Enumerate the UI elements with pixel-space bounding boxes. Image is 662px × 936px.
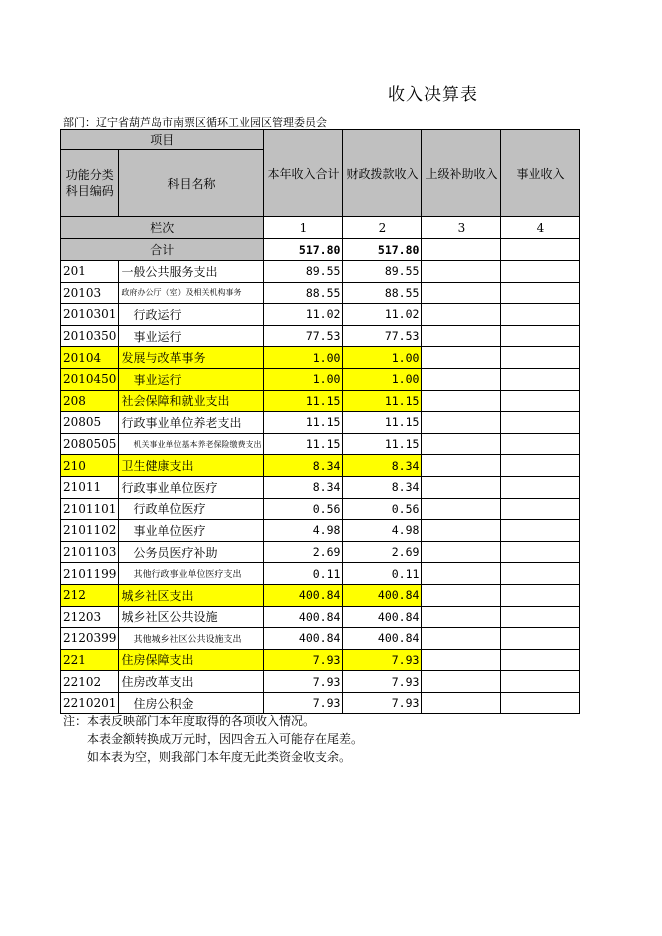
row-v1: 0.11: [264, 563, 343, 585]
row-v4: [501, 520, 580, 542]
table-row: [61, 368, 580, 390]
row-v1: 8.34: [264, 476, 343, 498]
row-v4: [501, 390, 580, 412]
row-v1: 1.00: [264, 368, 343, 390]
row-v1: 400.84: [264, 606, 343, 628]
row-v2: 1.00: [343, 347, 422, 369]
row-v4: [501, 649, 580, 671]
notes: [63, 712, 363, 766]
row-v4: [501, 347, 580, 369]
row-v4: [501, 282, 580, 304]
row-v4: [501, 304, 580, 326]
row-v4: [501, 541, 580, 563]
row-v1: 89.55: [264, 261, 343, 283]
table-row: [61, 390, 580, 412]
row-name: 社会保障和就业支出: [119, 390, 264, 412]
row-v2: 11.02: [343, 304, 422, 326]
row-v2: 7.93: [343, 649, 422, 671]
row-v4: [501, 261, 580, 283]
table-row: [61, 520, 580, 542]
note-3: 如本表为空，则我部门本年度无此类资金收支余。: [87, 750, 352, 764]
row-v2: 0.11: [343, 563, 422, 585]
row-code: 2010450: [61, 368, 119, 390]
row-code: 201: [61, 261, 119, 283]
row-code: 2101103: [61, 541, 119, 563]
row-v4: [501, 628, 580, 650]
row-v2: 11.15: [343, 433, 422, 455]
total-v2: 517.80: [343, 239, 422, 261]
header-lanci: 栏次: [61, 217, 264, 239]
row-name: 公务员医疗补助: [119, 541, 264, 563]
row-code: 2101199: [61, 563, 119, 585]
row-code: 2010350: [61, 325, 119, 347]
row-code: 210: [61, 455, 119, 477]
row-v3: [422, 455, 501, 477]
row-v3: [422, 390, 501, 412]
header-code: [61, 150, 119, 217]
row-v1: 11.15: [264, 390, 343, 412]
row-code: 2101102: [61, 520, 119, 542]
header-name: 科目名称: [119, 150, 264, 217]
row-v2: 400.84: [343, 628, 422, 650]
row-v4: [501, 498, 580, 520]
row-v2: 88.55: [343, 282, 422, 304]
row-name: 事业单位医疗: [119, 520, 264, 542]
row-code: 20104: [61, 347, 119, 369]
row-v2: 2.69: [343, 541, 422, 563]
table-row: [61, 649, 580, 671]
row-name: 住房公积金: [119, 692, 264, 714]
row-v3: [422, 563, 501, 585]
row-v3: [422, 304, 501, 326]
row-code: 21203: [61, 606, 119, 628]
row-v3: [422, 498, 501, 520]
table-row: [61, 347, 580, 369]
row-v4: [501, 455, 580, 477]
table-row: [61, 498, 580, 520]
row-name: 行政事业单位养老支出: [119, 412, 264, 434]
table-row: [61, 671, 580, 693]
row-name: 其他城乡社区公共设施支出: [119, 628, 264, 650]
row-name: 发展与改革事务: [119, 347, 264, 369]
header-n4: 4: [501, 217, 580, 239]
table-row: [61, 606, 580, 628]
row-v1: 7.93: [264, 692, 343, 714]
total-label: 合计: [61, 239, 264, 261]
row-v4: [501, 368, 580, 390]
total-v3: [422, 239, 501, 261]
row-v2: 11.15: [343, 412, 422, 434]
row-v2: 400.84: [343, 606, 422, 628]
row-name: 住房保障支出: [119, 649, 264, 671]
row-v1: 7.93: [264, 649, 343, 671]
page-title: 收入决算表: [388, 85, 478, 105]
row-v2: 400.84: [343, 584, 422, 606]
row-v1: 11.15: [264, 412, 343, 434]
table-row: [61, 692, 580, 714]
row-name: 行政事业单位医疗: [119, 476, 264, 498]
row-name: 事业运行: [119, 325, 264, 347]
note-1: 注：本表反映部门本年度取得的各项收入情况。: [63, 714, 316, 728]
header-col2: 财政拨款收入: [343, 130, 422, 217]
row-v3: [422, 433, 501, 455]
row-v1: 11.15: [264, 433, 343, 455]
header-col1: 本年收入合计: [264, 130, 343, 217]
row-v2: 1.00: [343, 368, 422, 390]
table-row: [61, 304, 580, 326]
row-v4: [501, 412, 580, 434]
note-2: 本表金额转换成万元时，因四舍五入可能存在尾差。: [87, 732, 364, 746]
row-v2: 8.34: [343, 476, 422, 498]
table-row: [61, 563, 580, 585]
row-code: 2010301: [61, 304, 119, 326]
table-row: [61, 476, 580, 498]
row-code: 2120399: [61, 628, 119, 650]
row-v1: 2.69: [264, 541, 343, 563]
header-col3: 上级补助收入: [422, 130, 501, 217]
header-col4: 事业收入: [501, 130, 580, 217]
row-v3: [422, 649, 501, 671]
row-name: 城乡社区公共设施: [119, 606, 264, 628]
table-row: [61, 541, 580, 563]
row-v1: 7.93: [264, 671, 343, 693]
row-code: 221: [61, 649, 119, 671]
row-v4: [501, 584, 580, 606]
row-v3: [422, 628, 501, 650]
table-row: [61, 282, 580, 304]
row-v4: [501, 563, 580, 585]
row-name: 行政运行: [119, 304, 264, 326]
row-v4: [501, 476, 580, 498]
row-v3: [422, 368, 501, 390]
row-v3: [422, 282, 501, 304]
row-name: 政府办公厅（室）及相关机构事务: [119, 282, 264, 304]
row-code: 22102: [61, 671, 119, 693]
header-n1: 1: [264, 217, 343, 239]
row-v3: [422, 412, 501, 434]
row-v2: 11.15: [343, 390, 422, 412]
total-v1: 517.80: [264, 239, 343, 261]
row-v1: 1.00: [264, 347, 343, 369]
row-v2: 89.55: [343, 261, 422, 283]
income-table: [60, 129, 580, 714]
row-name: 机关事业单位基本养老保险缴费支出: [119, 433, 264, 455]
header-item: 项目: [61, 130, 264, 150]
row-code: 20103: [61, 282, 119, 304]
row-v3: [422, 606, 501, 628]
table-row: [61, 455, 580, 477]
row-v1: 0.56: [264, 498, 343, 520]
table-row: [61, 433, 580, 455]
row-v3: [422, 347, 501, 369]
row-v1: 400.84: [264, 628, 343, 650]
row-name: 卫生健康支出: [119, 455, 264, 477]
row-v3: [422, 541, 501, 563]
row-code: 212: [61, 584, 119, 606]
row-v2: 4.98: [343, 520, 422, 542]
row-name: 住房改革支出: [119, 671, 264, 693]
table-row: [61, 584, 580, 606]
row-code: 208: [61, 390, 119, 412]
row-v4: [501, 433, 580, 455]
row-v3: [422, 476, 501, 498]
table-row: [61, 325, 580, 347]
row-v2: 7.93: [343, 692, 422, 714]
row-v3: [422, 671, 501, 693]
header-n2: 2: [343, 217, 422, 239]
row-v3: [422, 520, 501, 542]
row-name: 城乡社区支出: [119, 584, 264, 606]
table-row: [61, 628, 580, 650]
table-row: [61, 412, 580, 434]
row-v2: 8.34: [343, 455, 422, 477]
row-v3: [422, 261, 501, 283]
row-v4: [501, 692, 580, 714]
row-code: 2210201: [61, 692, 119, 714]
row-v1: 4.98: [264, 520, 343, 542]
header-code-line2: 科目编码: [65, 184, 114, 198]
row-code: 2101101: [61, 498, 119, 520]
row-code: 20805: [61, 412, 119, 434]
table-row: [61, 261, 580, 283]
row-v3: [422, 584, 501, 606]
header-code-line1: 功能分类: [65, 168, 114, 182]
row-v1: 77.53: [264, 325, 343, 347]
row-v1: 88.55: [264, 282, 343, 304]
row-v4: [501, 325, 580, 347]
row-v2: 7.93: [343, 671, 422, 693]
row-v1: 400.84: [264, 584, 343, 606]
row-name: 一般公共服务支出: [119, 261, 264, 283]
row-v2: 0.56: [343, 498, 422, 520]
row-v4: [501, 671, 580, 693]
row-name: 其他行政事业单位医疗支出: [119, 563, 264, 585]
row-name: 行政单位医疗: [119, 498, 264, 520]
row-code: 21011: [61, 476, 119, 498]
header-n3: 3: [422, 217, 501, 239]
total-v4: [501, 239, 580, 261]
row-v3: [422, 325, 501, 347]
row-v3: [422, 692, 501, 714]
department-label: 部门：辽宁省葫芦岛市南票区循环工业园区管理委员会: [63, 116, 327, 129]
row-v4: [501, 606, 580, 628]
row-code: 2080505: [61, 433, 119, 455]
row-v1: 11.02: [264, 304, 343, 326]
row-v1: 8.34: [264, 455, 343, 477]
row-v2: 77.53: [343, 325, 422, 347]
row-name: 事业运行: [119, 368, 264, 390]
